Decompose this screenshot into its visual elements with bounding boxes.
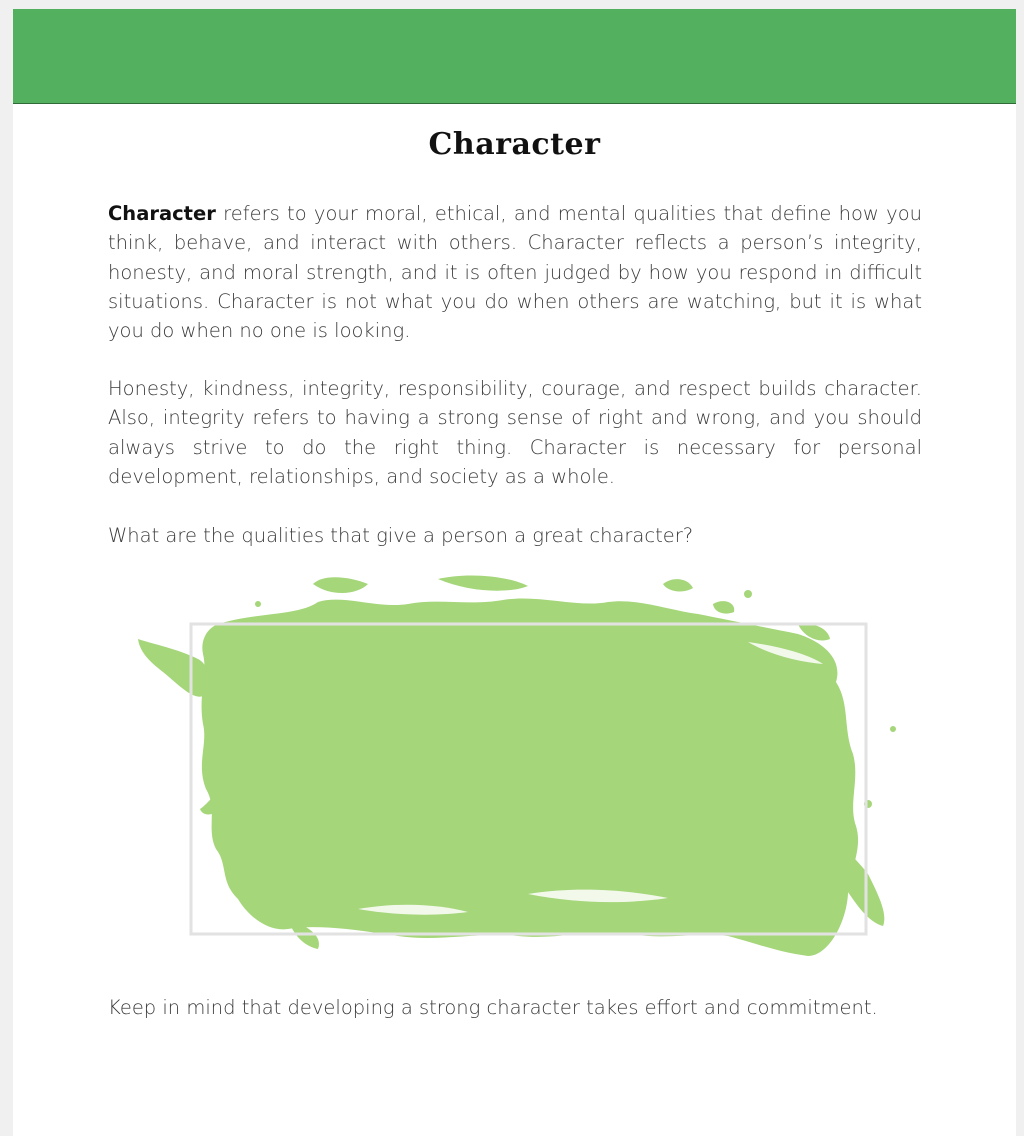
paint-splash: [202, 598, 858, 956]
header-banner: [13, 9, 1016, 104]
page-title: Character: [428, 127, 601, 162]
answer-box[interactable]: [108, 564, 898, 964]
paint-splash-graphic: [108, 564, 898, 964]
paragraph-qualities: Honesty, kindness, integrity, responsibility, courage, and respect builds character. Also, integrity refers to having a strong sense of right and wrong, and you should always strive to do the right thing. Character is necessary for personal development, relationships, and society as a whole.: [108, 377, 922, 488]
definition-text: refers to your moral, ethical, and mental qualities that define how you think, behave, and interact with others. Character reflects a person’s integrity, honesty, and moral strength, and it is often judged by how you respond in difficult situations. Character is not what you do when others are watching, but it is what you do when no one is looking.: [108, 202, 922, 343]
question-prompt: What are the qualities that give a person a great character?: [108, 524, 694, 547]
closing-note: Keep in mind that developing a strong character takes effort and commitment.: [108, 996, 878, 1019]
document-page: [13, 9, 1016, 1136]
paragraph-definition: [108, 199, 922, 345]
definition-term: Character: [108, 202, 216, 225]
